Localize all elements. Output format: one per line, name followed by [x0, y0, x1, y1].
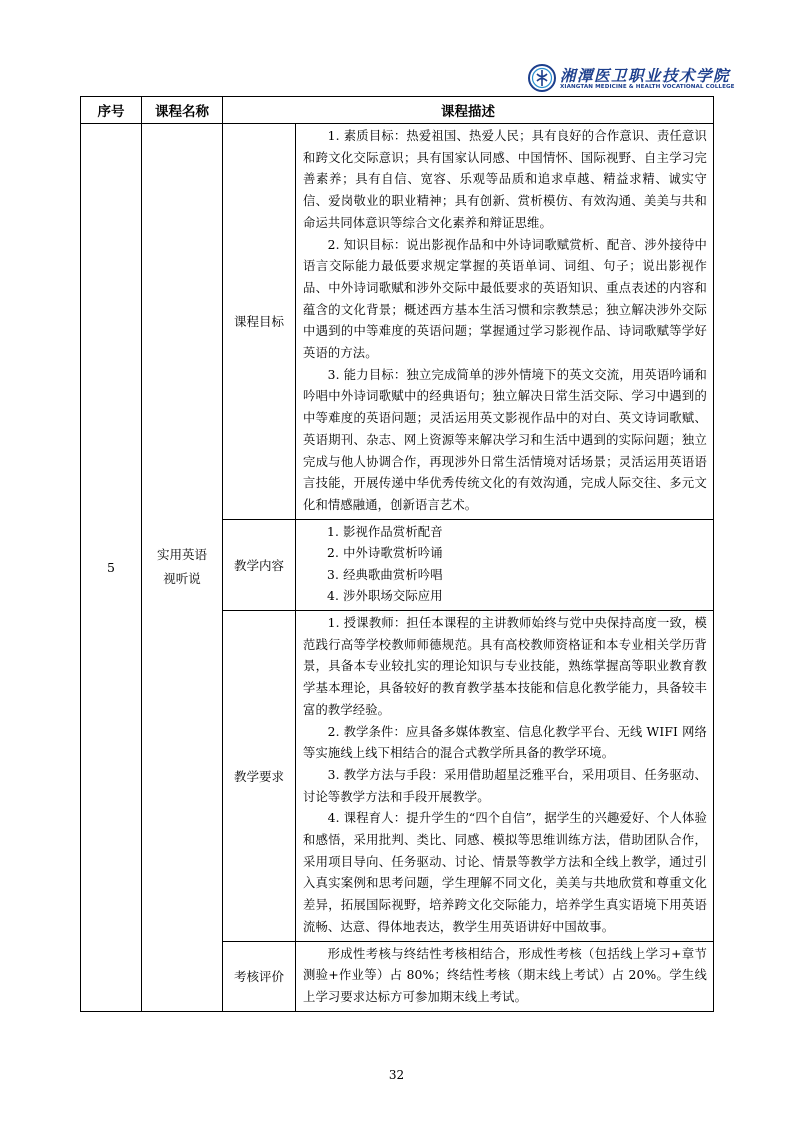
header-course-desc: 课程描述 [223, 97, 714, 124]
content-item: 1. 影视作品赏析配音 [327, 524, 443, 539]
section-label-assessment: 考核评价 [223, 941, 296, 1011]
section-desc-assessment [296, 941, 714, 1011]
table-header-row [81, 97, 714, 124]
section-desc-requirements [296, 611, 714, 942]
section-desc-goals [296, 124, 714, 520]
req-education: 4. 课程育人：提升学生的“四个自信”，据学生的兴趣爱好、个人体验和感悟，采用批判、类比、同感、模拟等思维训练方法，借助团队合作，采用项目导向、任务驱动、讨论、情景等教学方法和全线上教学，通过引入真实案例和思考问题，学生理解不同文化，美美与共地欣赏和尊重文化差异，拓展国际视野，培养跨文化交际能力，培养学生真实语境下用英语流畅、达意、得体地表达，教学生用英语讲好中国故事。 [303, 811, 707, 934]
content-item: 3. 经典歌曲赏析吟唱 [327, 567, 443, 582]
section-label-goals: 课程目标 [223, 124, 296, 520]
content-item: 4. 涉外职场交际应用 [327, 589, 443, 604]
course-name-cell [142, 124, 223, 1012]
course-table [80, 96, 714, 1012]
school-logo [528, 64, 735, 96]
content-item: 2. 中外诗歌赏析吟诵 [327, 546, 443, 561]
school-name-en: XIANGTAN MEDICINE & HEALTH VOCATIONAL COLLEGE [560, 84, 735, 90]
header-course-name: 课程名称 [142, 97, 223, 124]
goal-quality: 1. 素质目标：热爱祖国、热爱人民；具有良好的合作意识、责任意识和跨文化交际意识；具有国家认同感、中国情怀、国际视野、自主学习完善素养；具有自信、宽容、乐观等品质和追求卓越、精益求精、诚实守信、爱岗敬业的职业精神；具有创新、赏析模仿、有效沟通、美美与共和命运共同体意识等综合文化素养和辩证思维。 [303, 129, 707, 230]
goal-ability: 3. 能力目标：独立完成简单的涉外情境下的英文交流，用英语吟诵和吟唱中外诗词歌赋中的经典语句；独立解决日常生活交际、学习中遇到的中等难度的英语问题；灵活运用英文影视作品中的对白、英文诗词歌赋、英语期刊、杂志、网上资源等来解决学习和生活中遇到的实际问题；独立完成与他人协调合作，再现涉外日常生活情境对话场景；灵活运用英语语言技能，开展传递中华优秀传统文化的有效沟通，完成人际交往、多元文化和情感融通，创新语言艺术。 [303, 367, 707, 512]
table-row-goals [81, 124, 714, 520]
page-number: 32 [388, 1068, 405, 1082]
header-seq: 序号 [81, 97, 142, 124]
section-label-content: 教学内容 [223, 519, 296, 610]
req-teacher: 1. 授课教师：担任本课程的主讲教师始终与党中央保持高度一致，模范践行高等学校教师师德规范。具有高校教师资格证和本专业相关学历背景，具备本专业较扎实的理论知识与专业技能，熟练掌握高等职业教育教学基本理论，具备较好的教育教学基本技能和信息化教学能力，具备较丰富的教学经验。 [303, 616, 707, 717]
req-methods: 3. 教学方法与手段：采用借助超星泛雅平台，采用项目、任务驱动、讨论等教学方法和手段开展教学。 [303, 767, 707, 804]
seq-cell: 5 [81, 124, 142, 1012]
section-desc-content [296, 519, 714, 610]
assessment-text: 形成性考核与终结性考核相结合，形成性考核（包括线上学习+章节测验+作业等）占 80%；终结性考核（期末线上考试）占 20%。学生线上学习要求达标方可参加期末线上考试。 [303, 946, 707, 1004]
req-conditions: 2. 教学条件：应具备多媒体教室、信息化教学平台、无线 WIFI 网络等实施线上线下相结合的混合式教学所具备的教学环境。 [303, 724, 707, 761]
course-name-line2: 视听说 [163, 571, 201, 587]
section-label-requirements: 教学要求 [223, 611, 296, 942]
school-name-cn: 湘潭医卫职业技术学院 [560, 67, 731, 85]
school-emblem-icon [528, 64, 556, 92]
goal-knowledge: 2. 知识目标：说出影视作品和中外诗词歌赋赏析、配音、涉外接待中语言交际能力最低要求规定掌握的英语单词、词组、句子；说出影视作品、中外诗词歌赋和涉外交际中最低要求的英语知识、重点表述的内容和蕴含的文化背景；概述西方基本生活习惯和宗教禁忌；独立解决涉外交际中遇到的中等难度的英语问题；掌握通过学习影视作品、诗词歌赋等学好英语的方法。 [303, 237, 707, 361]
course-name-line1: 实用英语 [156, 547, 207, 563]
